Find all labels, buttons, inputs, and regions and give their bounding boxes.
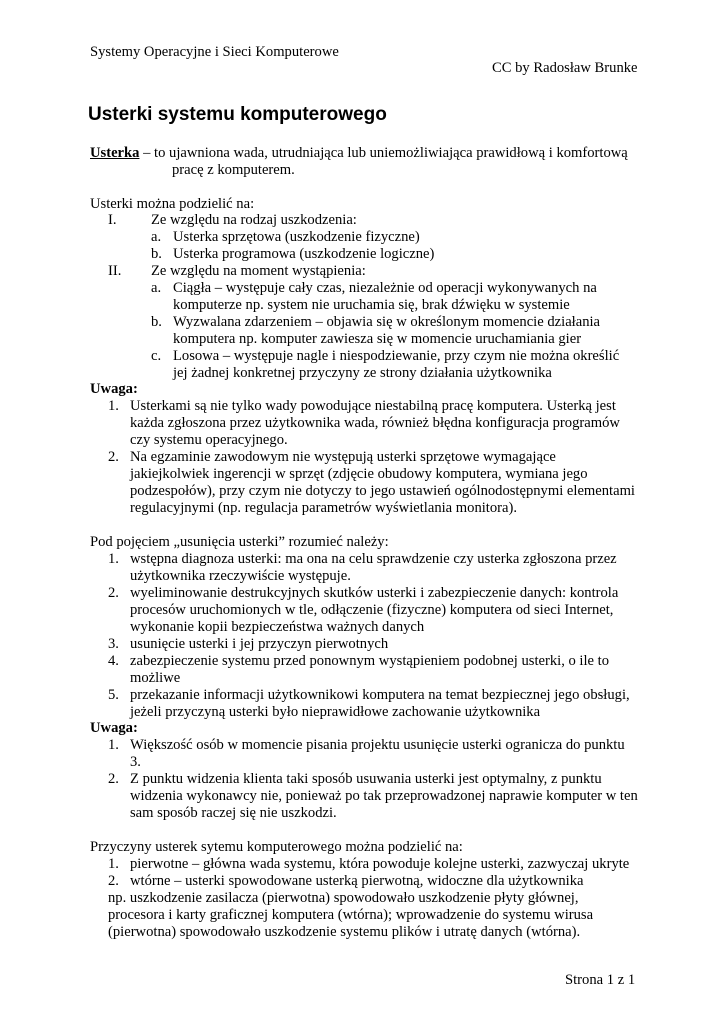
list-item-line: możliwe [130,670,181,686]
list-item-line: jeżeli przyczyną usterki było nieprawidłowe zachowanie użytkownika [130,704,541,720]
list-item-line: Usterkami są nie tylko wady powodujące niestabilną pracę komputera. Usterką jest [130,398,616,414]
group-numeral: II. [108,263,122,279]
list-item-line: wtórne – usterki spowodowane usterką pierwotną, widoczne dla użytkownika [130,873,584,889]
list-item-line: Ciągła – występuje cały czas, niezależnie od operacji wykonywanych na [173,280,597,296]
list-item-line: wyeliminowanie destrukcyjnych skutków usterki i zabezpieczenie danych: kontrola [130,585,619,601]
list-item-line: Usterka sprzętowa (uszkodzenie fizyczne) [173,229,420,245]
list-marker: 1. [108,551,119,567]
list-item-line: przekazanie informacji użytkownikowi komputera na temat bezpiecznej jego obsługi, [130,687,630,703]
list-item-line: podzespołów), przy czym nie dotyczy to jego ustawień ogólnodostępnymi elementami [130,483,635,499]
definition-text: – to ujawniona wada, utrudniająca lub uniemożliwiająca prawidłową i komfortową [139,145,628,161]
list-marker: 5. [108,687,119,703]
causes-example-line: procesora i karty graficznej komputera (wtórna); wprowadzenie do systemu wirusa [108,907,594,923]
list-item-line: każda zgłoszona przez użytkownika wada, również błędna konfiguracja programów [130,415,620,431]
list-item-line: jakiejkolwiek ingerencji w sprzęt (zdjęcie obudowy komputera, wymiana jego [130,466,588,482]
list-item-line: zabezpieczenie systemu przed ponownym wystąpieniem podobnej usterki, o ile to [130,653,610,669]
causes-example-line: np. uszkodzenie zasilacza (pierwotna) spowodowało uszkodzenie płyty głównej, [108,890,579,906]
list-marker: 1. [108,398,119,414]
list-item-line: sam sposób raczej się nie uszkodzi. [130,805,337,821]
definition-term: Usterka [90,145,140,161]
header-author: CC by Radosław Brunke [492,60,638,76]
list-marker: 3. [108,636,119,652]
list-item-line: Wyzwalana zdarzeniem – objawia się w określonym momencie działania [173,314,601,330]
list-item-line: komputera np. komputer zawiesza się w momencie uruchamiania gier [173,331,582,347]
list-marker: a. [151,229,162,245]
classification-intro: Usterki można podzielić na: [90,196,255,212]
list-item-line: komputerze np. system nie uruchamia się, brak dźwięku w systemie [173,297,570,313]
list-marker: 4. [108,653,119,669]
list-item-line: jej żadnej konkretnej przyczyny ze strony działania użytkownika [173,365,552,381]
list-item-line: regulacyjnymi (np. regulacja parametrów wyświetlania monitora). [130,500,517,516]
list-marker: 2. [108,771,119,787]
list-item-line: Z punktu widzenia klienta taki sposób usuwania usterki jest optymalny, z punktu [130,771,602,787]
list-item-line: procesów uruchomionych w tle, odłączenie (fizyczne) komputera od sieci Internet, [130,602,614,618]
list-marker: 2. [108,585,119,601]
list-marker: c. [151,348,162,364]
list-item-line: użytkownika rzeczywiście występuje. [130,568,351,584]
list-item-line: Na egzaminie zawodowym nie występują usterki sprzętowe wymagające [130,449,556,465]
list-item-line: widzenia wykonawcy nie, ponieważ po tak przeprowadzonej naprawie komputer w ten [130,788,638,804]
list-marker: b. [151,314,162,330]
list-marker: 1. [108,856,119,872]
list-marker: a. [151,280,162,296]
list-item-line: Usterka programowa (uszkodzenie logiczne) [173,246,435,262]
group-label: Ze względu na rodzaj uszkodzenia: [151,212,357,228]
list-marker: 2. [108,873,119,889]
header-document-title: Systemy Operacyjne i Sieci Komputerowe [90,44,339,60]
causes-example-line: (pierwotna) spowodowało uszkodzenie systemu plików i utratę danych (wtórna). [108,924,581,940]
definition-line-2: pracę z komputerem. [172,162,295,178]
list-item-line: wstępna diagnoza usterki: ma ona na celu sprawdzenie czy usterka zgłoszona przez [130,551,617,567]
list-item-line: czy systemu operacyjnego. [130,432,288,448]
list-item-line: usunięcie usterki i jej przyczyn pierwotnych [130,636,389,652]
list-item-line: Losowa – występuje nagle i niespodziewanie, przy czym nie można określić [173,348,620,364]
note-heading: Uwaga: [90,381,138,397]
page-title: Usterki systemu komputerowego [88,104,387,125]
page-number: Strona 1 z 1 [565,972,636,988]
list-item-line: pierwotne – główna wada systemu, która powoduje kolejne usterki, zazwyczaj ukryte [130,856,630,872]
repair-intro: Pod pojęciem „usunięcia usterki” rozumieć należy: [90,534,389,550]
list-marker: 1. [108,737,119,753]
group-numeral: I. [108,212,117,228]
note-heading: Uwaga: [90,720,138,736]
definition-line-1 [90,145,628,162]
group-label: Ze względu na moment wystąpienia: [151,263,366,279]
list-item-line: Większość osób w momencie pisania projektu usunięcie usterki ogranicza do punktu [130,737,625,753]
causes-intro: Przyczyny usterek sytemu komputerowego można podzielić na: [90,839,463,855]
list-item-line: 3. [130,754,141,770]
list-item-line: wykonanie kopii bezpieczeństwa ważnych danych [130,619,425,635]
list-marker: b. [151,246,162,262]
list-marker: 2. [108,449,119,465]
